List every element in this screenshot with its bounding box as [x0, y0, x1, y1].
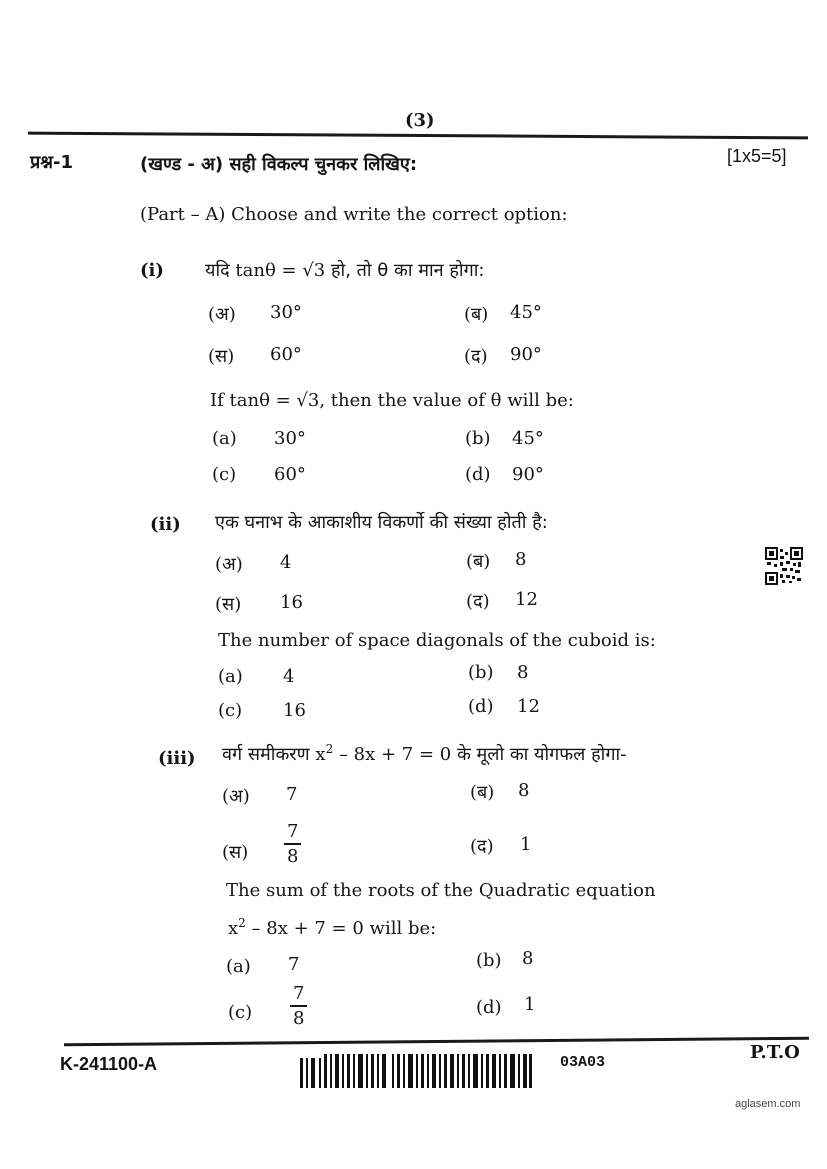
option-label: (a) [212, 428, 237, 449]
section-title-hindi: (खण्ड - अ) सही विकल्प चुनकर लिखिए: [140, 154, 418, 175]
question-number: (ii) [150, 514, 181, 535]
option-label: (b) [465, 428, 491, 449]
option-label: (a) [218, 666, 243, 687]
option-value: 1 [520, 834, 532, 855]
math-expression: tanθ = √3 [229, 390, 320, 411]
equation-variable: x [228, 918, 239, 939]
question-text-post: , then the value of θ will be: [319, 390, 574, 411]
fraction-denominator: 8 [287, 846, 299, 867]
option-label: (स) [208, 346, 235, 367]
option-value: 90° [510, 344, 542, 365]
option-label: (d) [465, 464, 491, 485]
option-label: (द) [470, 836, 494, 857]
qr-code-icon [765, 547, 803, 585]
option-label: (c) [212, 464, 237, 485]
question-text-english: The number of space diagonals of the cuboid is: [218, 630, 656, 651]
fraction [290, 985, 307, 1028]
option-value: 12 [517, 696, 540, 717]
question-number: (i) [140, 260, 164, 281]
option-value: 45° [512, 428, 544, 449]
option-label: (अ) [222, 786, 250, 807]
footer-rule [64, 1037, 809, 1047]
option-label: (d) [468, 696, 494, 717]
option-value: 30° [274, 428, 306, 449]
fraction [284, 823, 301, 866]
option-value: 90° [512, 464, 544, 485]
question-text-hindi [222, 742, 627, 766]
option-value: 12 [515, 589, 538, 610]
equation-rest: – 8x + 7 = 0 [338, 744, 452, 765]
fraction-numerator: 7 [290, 985, 307, 1007]
pto-label: P.T.O [750, 1042, 800, 1063]
equation-post: will be: [369, 918, 437, 939]
option-label: (a) [226, 956, 251, 977]
option-value: 60° [274, 464, 306, 485]
option-value: 16 [280, 592, 303, 613]
option-label: (अ) [208, 304, 236, 325]
option-value: 60° [270, 344, 302, 365]
option-value: 4 [280, 552, 292, 573]
question-text-pre: यदि [205, 260, 230, 281]
option-label: (ब) [470, 782, 495, 803]
question-text-post: के मूलो का योगफल होगा- [456, 744, 627, 765]
option-label: (c) [228, 1002, 253, 1023]
watermark: aglasem.com [735, 1098, 801, 1110]
question-text-pre: If [210, 390, 224, 411]
option-label: (d) [476, 997, 502, 1018]
equation [315, 744, 451, 765]
equation-exponent: 2 [238, 916, 246, 930]
question-label: प्रश्न-1 [30, 152, 73, 173]
option-label: (द) [464, 346, 488, 367]
option-value: 8 [518, 780, 530, 801]
option-value: 7 [286, 784, 298, 805]
question-text-english [210, 390, 574, 411]
marks-badge: [1x5=5] [727, 146, 787, 166]
option-label: (b) [476, 950, 502, 971]
option-value: 7 [288, 954, 300, 975]
option-label: (c) [218, 700, 243, 721]
question-number: (iii) [158, 748, 196, 769]
barcode-icon [300, 1050, 532, 1088]
option-label: (अ) [215, 554, 243, 575]
question-text-hindi: एक घनाभ के आकाशीय विकर्णो की संख्या होती है: [215, 512, 548, 533]
option-value: 8 [517, 662, 529, 683]
header-rule [28, 132, 808, 140]
equation-exponent: 2 [325, 742, 334, 756]
option-value: 16 [283, 700, 306, 721]
serial-code: 03A03 [560, 1054, 606, 1071]
fraction-numerator: 7 [284, 823, 301, 845]
question-text-english: The sum of the roots of the Quadratic equation [226, 880, 656, 901]
equation-rest: – 8x + 7 = 0 [251, 918, 364, 939]
option-value: 30° [270, 302, 302, 323]
fraction-denominator: 8 [293, 1008, 305, 1029]
question-text-hindi [205, 258, 484, 282]
question-text-post: हो, तो θ का मान होगा: [330, 260, 485, 281]
option-label: (द) [466, 591, 490, 612]
option-label: (ब) [466, 551, 491, 572]
option-value: 1 [524, 994, 536, 1015]
question-text-pre: वर्ग समीकरण [222, 744, 310, 765]
page-number: (3) [405, 110, 435, 131]
option-label: (स) [215, 594, 242, 615]
equation [228, 916, 436, 939]
option-value: 45° [510, 302, 542, 323]
option-value: 8 [515, 549, 527, 570]
math-expression: tanθ = √3 [235, 260, 326, 281]
section-title-english: (Part – A) Choose and write the correct option: [140, 204, 568, 225]
paper-code: K-241100-A [60, 1054, 158, 1074]
option-label: (b) [468, 662, 494, 683]
option-value: 8 [522, 948, 534, 969]
option-label: (स) [222, 842, 249, 863]
equation-variable: x [315, 744, 326, 765]
option-label: (ब) [464, 304, 489, 325]
option-value: 4 [283, 666, 295, 687]
